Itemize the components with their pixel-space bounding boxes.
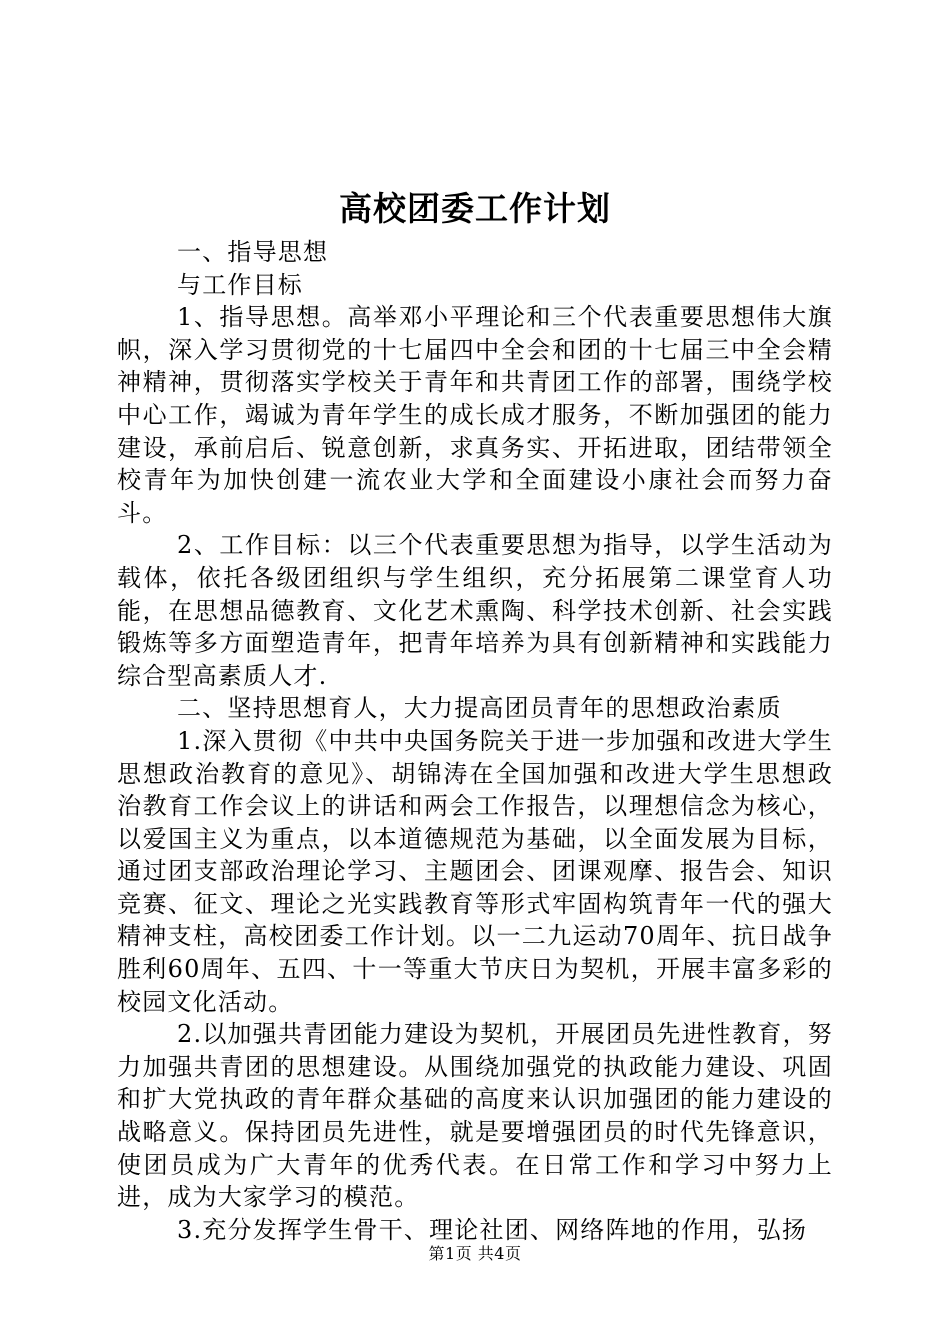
document-title: 高校团委工作计划 xyxy=(339,189,611,228)
page-footer: 第1页 共4页 xyxy=(428,1244,522,1263)
section-heading: 一、指导思想 xyxy=(177,238,329,266)
section-heading-continued: 与工作目标 xyxy=(177,270,303,299)
section-heading: 二、坚持思想育人，大力提高团员青年的思想政治素质 xyxy=(177,694,782,723)
paragraph: 2、工作目标：以三个代表重要思想为指导，以学生活动为载体，依托各级团组织与学生组织，充分拓展第二课堂育人功能，在思想品德教育、文化艺术熏陶、科学技术创新、社会实践锻炼等多方面塑造青年，把青年培养为具有创新精神和实践能力综合型高素质人才. xyxy=(117,531,833,690)
paragraph: 3.充分发挥学生骨干、理论社团、网络阵地的作用，弘扬 xyxy=(177,1215,808,1244)
document-body xyxy=(117,236,833,1246)
paragraph: 1、指导思想。高举邓小平理论和三个代表重要思想伟大旗帜，深入学习贯彻党的十七届四中全会和团的十七届三中全会精神精神，贯彻落实学校关于青年和共青团工作的部署，围绕学校中心工作，竭诚为青年学生的成长成才服务，不断加强团的能力建设，承前启后、锐意创新，求真务实、开拓进取，团结带领全校青年为加快创建一流农业大学和全面建设小康社会而努力奋斗。 xyxy=(117,303,833,527)
paragraph: 1.深入贯彻《中共中央国务院关于进一步加强和改进大学生思想政治教育的意见》、胡锦涛在全国加强和改进大学生思想政治教育工作会议上的讲话和两会工作报告，以理想信念为核心，以爱国主义为重点，以本道德规范为基础，以全面发展为目标，通过团支部政治理论学习、主题团会、团课观摩、报告会、知识竞赛、征文、理论之光实践教育等形式牢固构筑青年一代的强大精神支柱，高校团委工作计划。以一二九运动70周年、抗日战争胜利60周年、五四、十一等重大节庆日为契机，开展丰富多彩的校园文化活动。 xyxy=(117,726,833,1016)
paragraph: 2.以加强共青团能力建设为契机，开展团员先进性教育，努力加强共青团的思想建设。从围绕加强党的执政能力建设、巩固和扩大党执政的青年群众基础的高度来认识加强团的能力建设的战略意义。保持团员先进性，就是要增强团员的时代先锋意识，使团员成为广大青年的优秀代表。在日常工作和学习中努力上进，成为大家学习的模范。 xyxy=(117,1020,833,1212)
